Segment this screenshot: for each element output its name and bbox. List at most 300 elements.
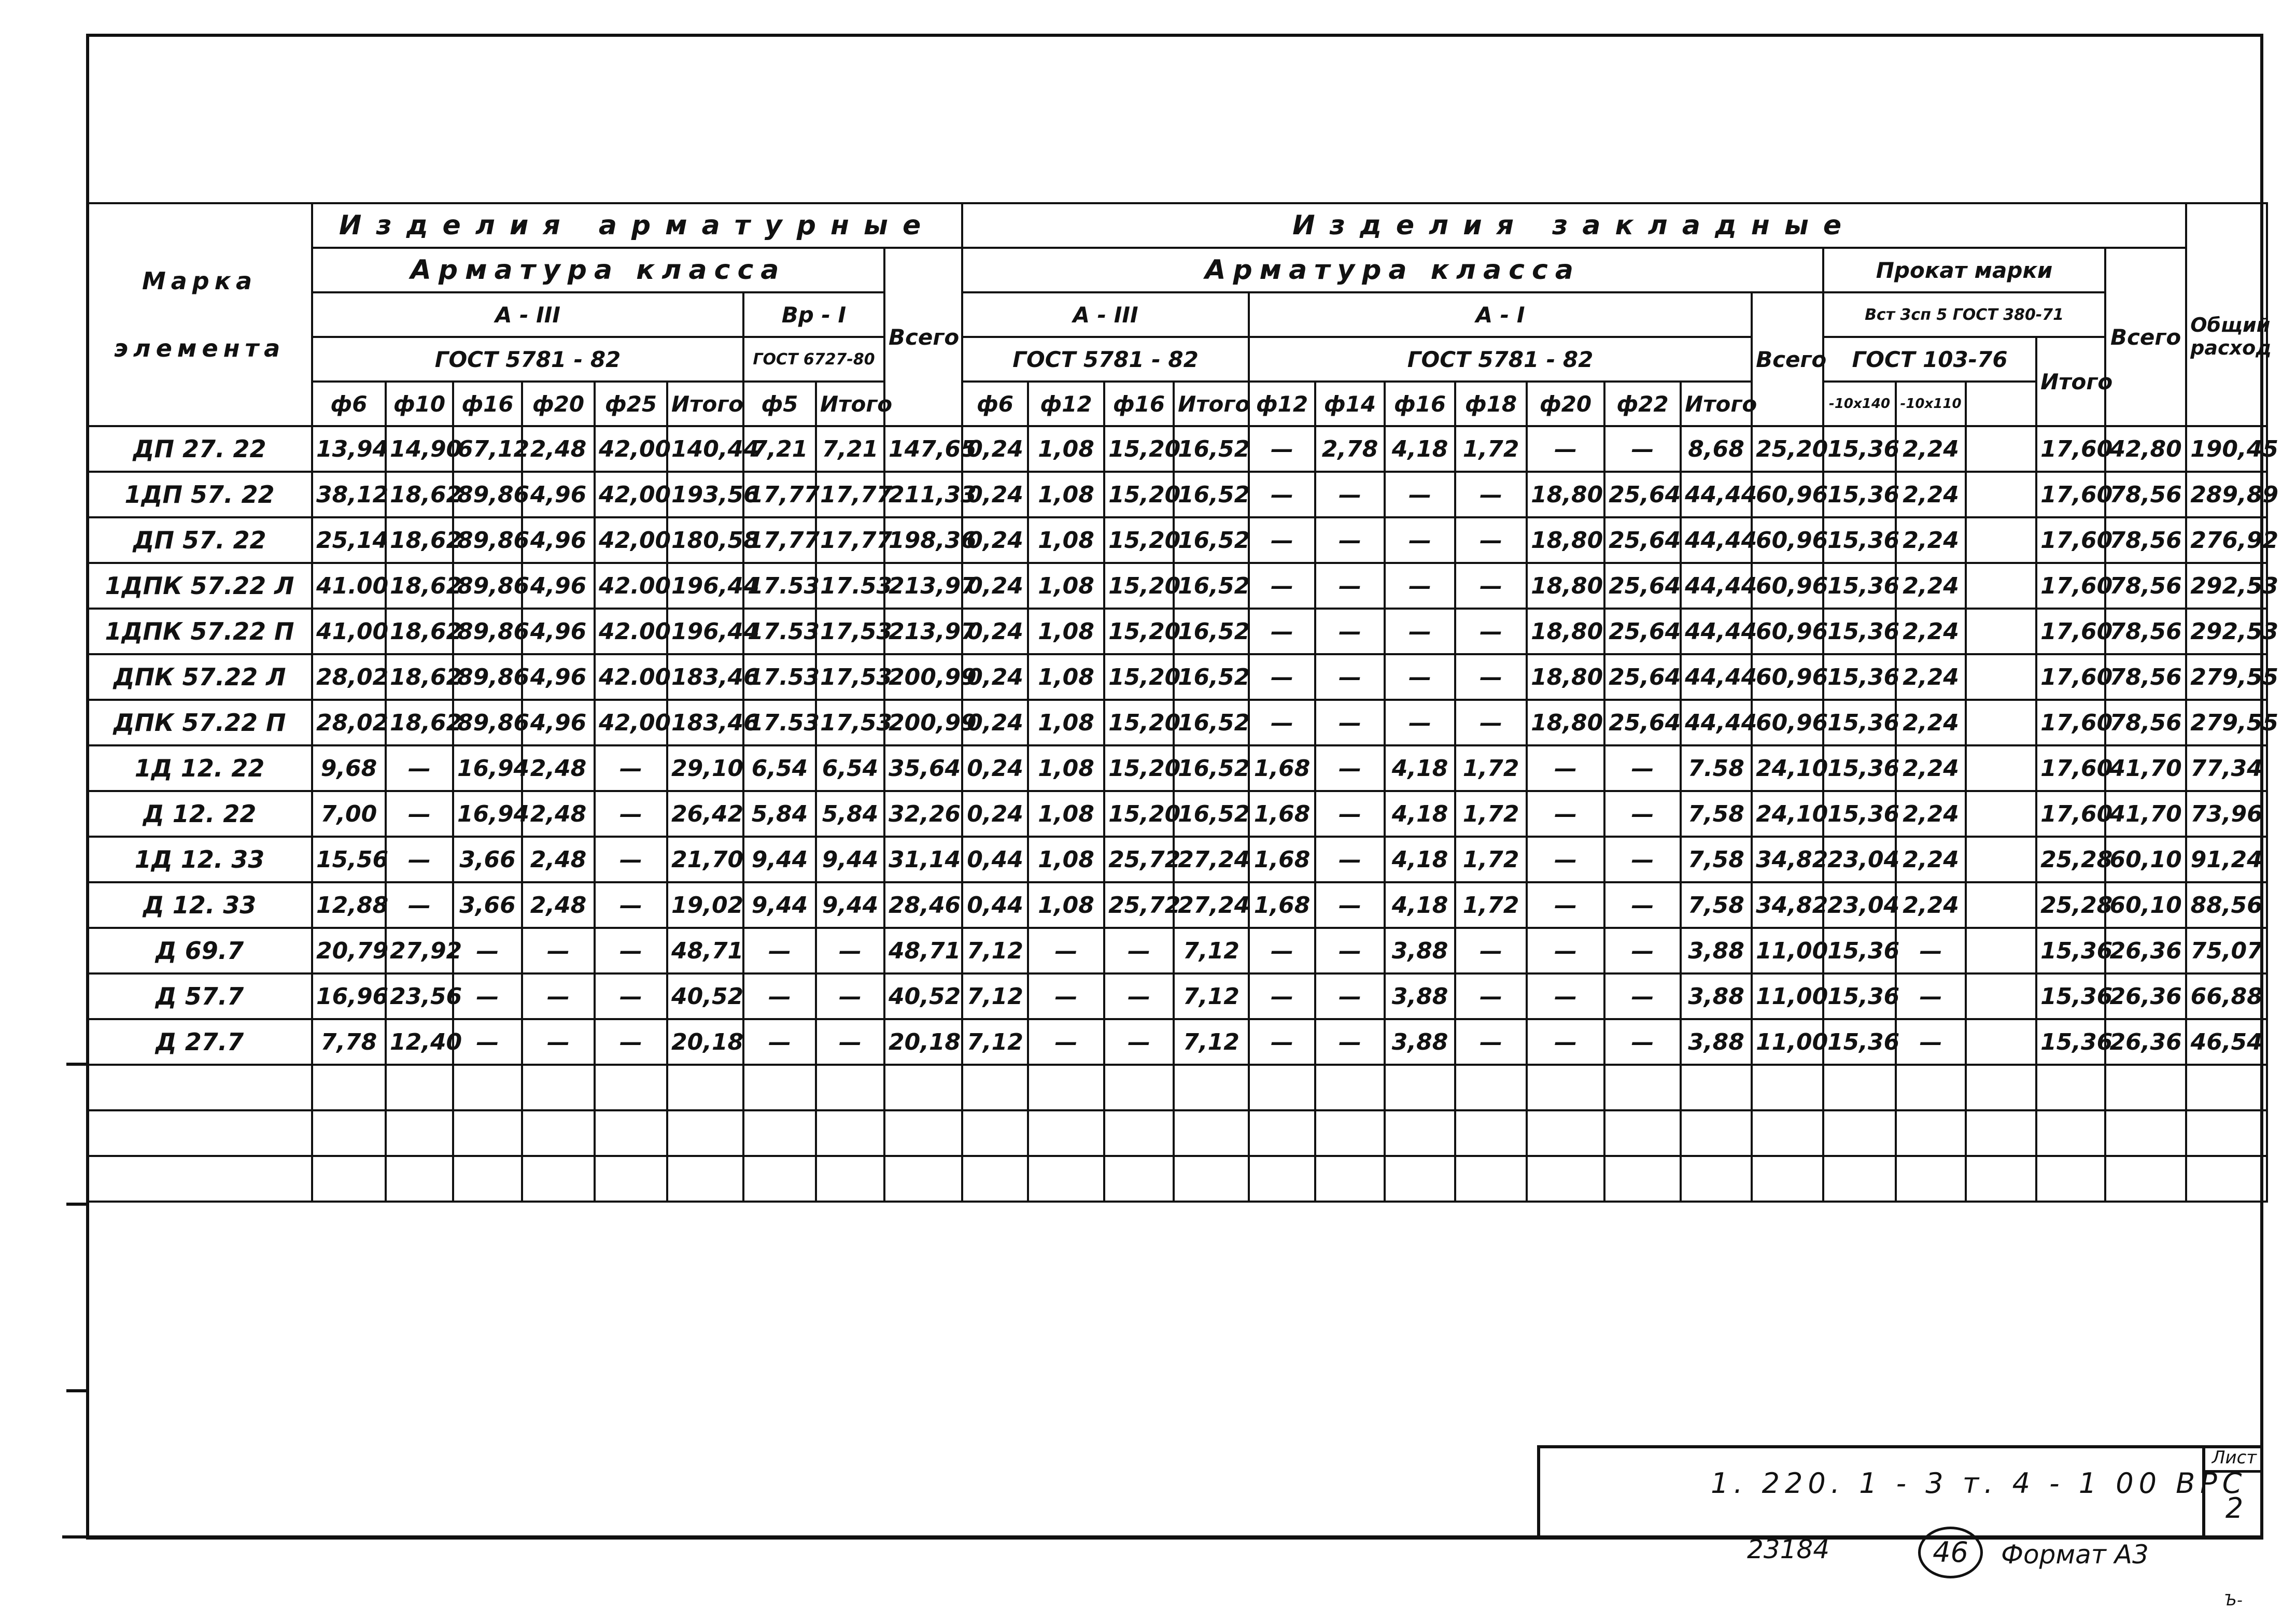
table-cell: —: [1455, 472, 1527, 517]
empty-cell: [1174, 1110, 1249, 1156]
table-cell: 16,94: [453, 745, 522, 791]
table-cell: —: [386, 791, 453, 837]
table-cell: 25,64: [1604, 563, 1681, 609]
subheader-cell: ф16: [1104, 382, 1174, 426]
empty-cell: [453, 1156, 522, 1202]
table-cell: 7,58: [1681, 837, 1752, 882]
subheader-cell: ф20: [1527, 382, 1604, 426]
table-cell: 276,92: [2186, 517, 2267, 563]
table-cell: —: [1315, 700, 1385, 745]
table-cell: —: [1527, 882, 1604, 928]
element-mark-cell: Д 12. 22: [87, 791, 312, 837]
table-cell: 15,36: [2036, 928, 2105, 973]
table-cell: 9,68: [312, 745, 386, 791]
table-cell: 17,60: [2036, 472, 2105, 517]
table-cell: 2,48: [522, 837, 595, 882]
table-cell: 1,68: [1249, 837, 1315, 882]
table-cell: 7,12: [962, 928, 1028, 973]
table-cell: 26,36: [2105, 973, 2186, 1019]
element-mark-cell: Д 57.7: [87, 973, 312, 1019]
table-cell: 41,00: [312, 609, 386, 654]
table-cell: 18,80: [1527, 609, 1604, 654]
table-cell: 17,53: [816, 609, 884, 654]
table-cell: —: [1315, 609, 1385, 654]
empty-cell: [595, 1156, 667, 1202]
table-cell: 7,12: [1174, 1019, 1249, 1065]
empty-cell: [1385, 1156, 1455, 1202]
element-mark-cell: Д 12. 33: [87, 882, 312, 928]
armature-class-header: Арматура класса: [312, 248, 884, 292]
subheader-cell: ф12: [1249, 382, 1315, 426]
table-cell: 16,94: [453, 791, 522, 837]
table-cell: 183,46: [667, 700, 743, 745]
table-cell: 25,14: [312, 517, 386, 563]
gost-5781-header: ГОСТ 5781 - 82: [312, 337, 743, 382]
table-cell: —: [1527, 928, 1604, 973]
subheader-cell: ф5: [743, 382, 816, 426]
empty-cell: [962, 1065, 1028, 1110]
table-row: [87, 973, 2267, 1019]
empty-cell: [87, 1110, 312, 1156]
empty-cell: [2105, 1156, 2186, 1202]
table-cell: 17,60: [2036, 426, 2105, 472]
table-cell: 4,18: [1385, 837, 1455, 882]
embedded-products-header: Изделия закладные: [962, 203, 2186, 248]
table-cell: 180,58: [667, 517, 743, 563]
table-cell: 4,18: [1385, 882, 1455, 928]
empty-cell: [1455, 1156, 1527, 1202]
table-cell: 44,44: [1681, 700, 1752, 745]
table-cell: 60,10: [2105, 837, 2186, 882]
table-cell: 2,24: [1896, 882, 1966, 928]
table-cell: 17.53: [816, 563, 884, 609]
empty-cell: [1896, 1156, 1966, 1202]
empty-cell: [2036, 1110, 2105, 1156]
table-cell: —: [1104, 928, 1174, 973]
table-cell: 0,24: [962, 472, 1028, 517]
table-cell: 17,60: [2036, 563, 2105, 609]
table-cell: 25,20: [1752, 426, 1823, 472]
empty-cell: [1896, 1110, 1966, 1156]
empty-cell: [1823, 1065, 1896, 1110]
table-cell: 19,02: [667, 882, 743, 928]
table-cell: 13,94: [312, 426, 386, 472]
table-cell: 3,66: [453, 837, 522, 882]
table-cell: 2,24: [1896, 426, 1966, 472]
table-cell: —: [522, 1019, 595, 1065]
armature-total-header: Всего: [884, 248, 962, 426]
table-cell: 18,62: [386, 563, 453, 609]
table-cell: 15,36: [1823, 654, 1896, 700]
table-cell: 26,36: [2105, 1019, 2186, 1065]
empty-cell: [816, 1065, 884, 1110]
table-cell: 77,34: [2186, 745, 2267, 791]
table-cell: —: [1028, 973, 1104, 1019]
table-cell: 25,28: [2036, 837, 2105, 882]
table-cell: 4,18: [1385, 745, 1455, 791]
table-cell: 73,96: [2186, 791, 2267, 837]
table-cell: 15,36: [1823, 791, 1896, 837]
table-cell: [1966, 426, 2036, 472]
table-cell: —: [743, 973, 816, 1019]
empty-cell: [1028, 1065, 1104, 1110]
table-row: [87, 517, 2267, 563]
table-cell: 2,24: [1896, 791, 1966, 837]
empty-cell: [1752, 1110, 1823, 1156]
table-row: [87, 882, 2267, 928]
table-cell: 1,08: [1028, 791, 1104, 837]
table-cell: 60,96: [1752, 472, 1823, 517]
table-cell: 0,24: [962, 609, 1028, 654]
table-cell: 0,24: [962, 745, 1028, 791]
empty-cell: [1028, 1156, 1104, 1202]
table-cell: 16,52: [1174, 654, 1249, 700]
table-cell: 41,70: [2105, 745, 2186, 791]
table-cell: 78,56: [2105, 563, 2186, 609]
table-cell: 44,44: [1681, 472, 1752, 517]
element-mark-cell: ДПК 57.22 Л: [87, 654, 312, 700]
table-cell: 1,08: [1028, 882, 1104, 928]
embedded-class-header: Арматура класса: [962, 248, 1823, 292]
table-cell: —: [1249, 1019, 1315, 1065]
empty-cell: [2186, 1065, 2267, 1110]
specification-table: [86, 202, 2278, 1203]
empty-cell: [312, 1065, 386, 1110]
table-body: [87, 426, 2278, 1202]
empty-cell: [667, 1156, 743, 1202]
table-cell: 25,64: [1604, 609, 1681, 654]
emb-gost-a3-header: ГОСТ 5781 - 82: [962, 337, 1249, 382]
table-cell: 1,08: [1028, 837, 1104, 882]
table-cell: 15,36: [1823, 426, 1896, 472]
table-cell: 16,52: [1174, 745, 1249, 791]
element-mark-cell: 1Д 12. 22: [87, 745, 312, 791]
table-cell: 40,52: [884, 973, 962, 1019]
circled-number: 46: [1918, 1527, 1983, 1578]
empty-cell: [87, 1065, 312, 1110]
table-cell: —: [1315, 928, 1385, 973]
table-cell: —: [1527, 1019, 1604, 1065]
table-cell: 1,68: [1249, 745, 1315, 791]
table-cell: 17,53: [816, 654, 884, 700]
table-cell: 7,12: [1174, 928, 1249, 973]
table-cell: 7,21: [743, 426, 816, 472]
table-cell: —: [595, 928, 667, 973]
table-cell: 17,60: [2036, 654, 2105, 700]
empty-cell: [2105, 1110, 2186, 1156]
table-cell: 20,18: [667, 1019, 743, 1065]
table-cell: 67,12: [453, 426, 522, 472]
table-cell: 0,24: [962, 791, 1028, 837]
table-cell: —: [1249, 563, 1315, 609]
table-cell: 25,72: [1104, 837, 1174, 882]
table-cell: 78,56: [2105, 609, 2186, 654]
table-cell: 31,14: [884, 837, 962, 882]
inventory-number: 23184: [1747, 1534, 1830, 1564]
class-a3-header: А - III: [312, 292, 743, 337]
table-cell: —: [1385, 609, 1455, 654]
table-cell: —: [1028, 928, 1104, 973]
empty-cell: [884, 1156, 962, 1202]
table-cell: 213,97: [884, 563, 962, 609]
table-cell: 24,10: [1752, 791, 1823, 837]
table-cell: 200,99: [884, 654, 962, 700]
table-cell: 34,82: [1752, 882, 1823, 928]
header-row-4: [87, 337, 2267, 382]
table-cell: 15,36: [1823, 745, 1896, 791]
table-cell: 3,88: [1385, 973, 1455, 1019]
empty-cell: [522, 1065, 595, 1110]
table-cell: 3,88: [1681, 928, 1752, 973]
table-row: [87, 609, 2267, 654]
table-cell: 44,44: [1681, 563, 1752, 609]
table-cell: 18,62: [386, 517, 453, 563]
table-cell: —: [386, 882, 453, 928]
table-cell: 7,12: [1174, 973, 1249, 1019]
table-cell: 17,77: [816, 517, 884, 563]
table-row: [87, 654, 2267, 700]
empty-row: [87, 1110, 2267, 1156]
table-cell: —: [595, 837, 667, 882]
table-cell: 48,71: [667, 928, 743, 973]
empty-cell: [1823, 1156, 1896, 1202]
table-cell: 17,53: [816, 700, 884, 745]
empty-cell: [1604, 1065, 1681, 1110]
table-cell: 16,96: [312, 973, 386, 1019]
empty-cell: [522, 1110, 595, 1156]
table-cell: 2,24: [1896, 517, 1966, 563]
table-cell: 1,68: [1249, 791, 1315, 837]
table-cell: 42,00: [595, 700, 667, 745]
table-cell: 1,08: [1028, 609, 1104, 654]
empty-cell: [312, 1156, 386, 1202]
table-cell: 23,04: [1823, 837, 1896, 882]
table-cell: 0,24: [962, 517, 1028, 563]
empty-cell: [1249, 1110, 1315, 1156]
table-cell: 7,58: [1681, 882, 1752, 928]
table-cell: 9,44: [816, 837, 884, 882]
table-cell: 2,24: [1896, 609, 1966, 654]
empty-row: [87, 1065, 2267, 1110]
header-row-2: [87, 248, 2267, 292]
table-cell: 16,52: [1174, 563, 1249, 609]
table-cell: 42,00: [595, 472, 667, 517]
table-cell: 3,88: [1385, 928, 1455, 973]
embedded-total-header: Всего: [2105, 248, 2186, 426]
element-mark-cell: ДПК 57.22 П: [87, 700, 312, 745]
table-cell: —: [1385, 654, 1455, 700]
table-cell: —: [1604, 973, 1681, 1019]
table-cell: 3,88: [1681, 1019, 1752, 1065]
table-cell: 40,52: [667, 973, 743, 1019]
table-cell: 11,00: [1752, 973, 1823, 1019]
table-cell: 4,96: [522, 654, 595, 700]
table-cell: 5,84: [743, 791, 816, 837]
table-cell: 75,07: [2186, 928, 2267, 973]
table-cell: 23,04: [1823, 882, 1896, 928]
table-cell: —: [1315, 882, 1385, 928]
table-cell: 89,86: [453, 563, 522, 609]
subheader-cell: ф14: [1315, 382, 1385, 426]
rolled-gost-header: Вст 3сп 5 ГОСТ 380-71: [1823, 292, 2105, 337]
empty-cell: [2036, 1065, 2105, 1110]
table-cell: —: [1604, 1019, 1681, 1065]
empty-cell: [2186, 1110, 2267, 1156]
table-row: [87, 563, 2267, 609]
table-cell: 46,54: [2186, 1019, 2267, 1065]
table-cell: 60,96: [1752, 609, 1823, 654]
table-cell: 17,60: [2036, 700, 2105, 745]
table-cell: 16,52: [1174, 791, 1249, 837]
table-cell: —: [1249, 973, 1315, 1019]
empty-cell: [522, 1156, 595, 1202]
table-cell: 16,52: [1174, 517, 1249, 563]
empty-cell: [1385, 1110, 1455, 1156]
empty-cell: [962, 1110, 1028, 1156]
table-cell: [1966, 973, 2036, 1019]
table-cell: 292,53: [2186, 609, 2267, 654]
table-cell: 7,12: [962, 1019, 1028, 1065]
empty-cell: [816, 1156, 884, 1202]
subheader-cell: ф18: [1455, 382, 1527, 426]
table-cell: —: [743, 928, 816, 973]
table-cell: 1,72: [1455, 882, 1527, 928]
table-cell: 9,44: [743, 882, 816, 928]
table-cell: 91,24: [2186, 837, 2267, 882]
sheet-box: [2202, 1445, 2263, 1536]
table-cell: [1966, 563, 2036, 609]
empty-cell: [1385, 1065, 1455, 1110]
subheader-cell: -10х140: [1823, 382, 1896, 426]
empty-cell: [1249, 1065, 1315, 1110]
table-cell: 15,20: [1104, 791, 1174, 837]
empty-cell: [1174, 1156, 1249, 1202]
table-cell: 15,36: [1823, 472, 1896, 517]
table-cell: 9,44: [816, 882, 884, 928]
table-cell: —: [1527, 837, 1604, 882]
empty-cell: [1455, 1110, 1527, 1156]
empty-cell: [1681, 1065, 1752, 1110]
empty-cell: [743, 1065, 816, 1110]
table-cell: —: [595, 973, 667, 1019]
table-cell: —: [1249, 472, 1315, 517]
empty-cell: [453, 1110, 522, 1156]
table-cell: —: [1249, 609, 1315, 654]
subheader-cell: -10х110: [1896, 382, 1966, 426]
table-cell: —: [1604, 837, 1681, 882]
table-cell: 15,36: [1823, 563, 1896, 609]
table-cell: 18,80: [1527, 563, 1604, 609]
empty-cell: [1455, 1065, 1527, 1110]
table-cell: 5,84: [816, 791, 884, 837]
table-cell: 41,70: [2105, 791, 2186, 837]
table-cell: 78,56: [2105, 654, 2186, 700]
table-cell: 27,24: [1174, 882, 1249, 928]
table-cell: 15,20: [1104, 654, 1174, 700]
table-cell: 2,24: [1896, 472, 1966, 517]
table-cell: 60,96: [1752, 654, 1823, 700]
rolled-total-header: Итого: [2036, 337, 2105, 426]
table-cell: 1,08: [1028, 654, 1104, 700]
empty-cell: [1681, 1110, 1752, 1156]
table-cell: —: [453, 1019, 522, 1065]
table-cell: 1,08: [1028, 745, 1104, 791]
table-cell: —: [1028, 1019, 1104, 1065]
empty-cell: [1752, 1156, 1823, 1202]
table-cell: 7.58: [1681, 745, 1752, 791]
table-cell: 15,36: [1823, 609, 1896, 654]
table-cell: 89,86: [453, 700, 522, 745]
table-cell: —: [1455, 654, 1527, 700]
table-cell: —: [1604, 791, 1681, 837]
table-cell: 26,42: [667, 791, 743, 837]
empty-cell: [667, 1110, 743, 1156]
table-cell: 2,48: [522, 882, 595, 928]
table-row: [87, 928, 2267, 973]
table-row: [87, 791, 2267, 837]
table-cell: 42.00: [595, 654, 667, 700]
empty-cell: [1527, 1110, 1604, 1156]
subheader-cell: ф25: [595, 382, 667, 426]
table-cell: —: [1455, 973, 1527, 1019]
table-cell: —: [453, 973, 522, 1019]
table-cell: 27,92: [386, 928, 453, 973]
table-cell: 0,24: [962, 700, 1028, 745]
table-cell: 42,00: [595, 517, 667, 563]
empty-cell: [2036, 1156, 2105, 1202]
table-cell: 2,24: [1896, 654, 1966, 700]
table-cell: 15,36: [1823, 1019, 1896, 1065]
table-cell: 17.53: [743, 700, 816, 745]
table-cell: [1966, 700, 2036, 745]
element-mark-cell: Д 27.7: [87, 1019, 312, 1065]
table-cell: —: [386, 837, 453, 882]
table-cell: —: [1455, 700, 1527, 745]
table-cell: —: [522, 973, 595, 1019]
sheet-number: 2: [2225, 1492, 2244, 1525]
table-cell: [1966, 472, 2036, 517]
sheet-label: Лист: [2205, 1447, 2263, 1473]
table-cell: 25,64: [1604, 654, 1681, 700]
table-cell: —: [1385, 700, 1455, 745]
table-cell: 279,55: [2186, 654, 2267, 700]
empty-cell: [1681, 1156, 1752, 1202]
corner-mark: Ъ-: [2224, 1591, 2243, 1610]
table-cell: —: [1104, 1019, 1174, 1065]
header-row-1: [87, 203, 2267, 248]
subheader-cell: ф12: [1028, 382, 1104, 426]
table-cell: [1966, 517, 2036, 563]
empty-cell: [1604, 1110, 1681, 1156]
empty-cell: [1104, 1065, 1174, 1110]
table-cell: 15,20: [1104, 563, 1174, 609]
empty-cell: [962, 1156, 1028, 1202]
table-cell: 279,55: [2186, 700, 2267, 745]
table-cell: 2,24: [1896, 745, 1966, 791]
table-cell: 66,88: [2186, 973, 2267, 1019]
table-cell: 0,44: [962, 882, 1028, 928]
overall-consumption-header: Общий расход: [2186, 248, 2267, 426]
table-cell: 24,10: [1752, 745, 1823, 791]
table-cell: 29,10: [667, 745, 743, 791]
table-cell: 60,10: [2105, 882, 2186, 928]
table-cell: —: [1455, 1019, 1527, 1065]
table-cell: —: [1249, 517, 1315, 563]
table-cell: —: [1315, 517, 1385, 563]
rolled-grade-header: Прокат марки: [1823, 248, 2105, 292]
table-cell: —: [1455, 563, 1527, 609]
table-cell: 25,72: [1104, 882, 1174, 928]
